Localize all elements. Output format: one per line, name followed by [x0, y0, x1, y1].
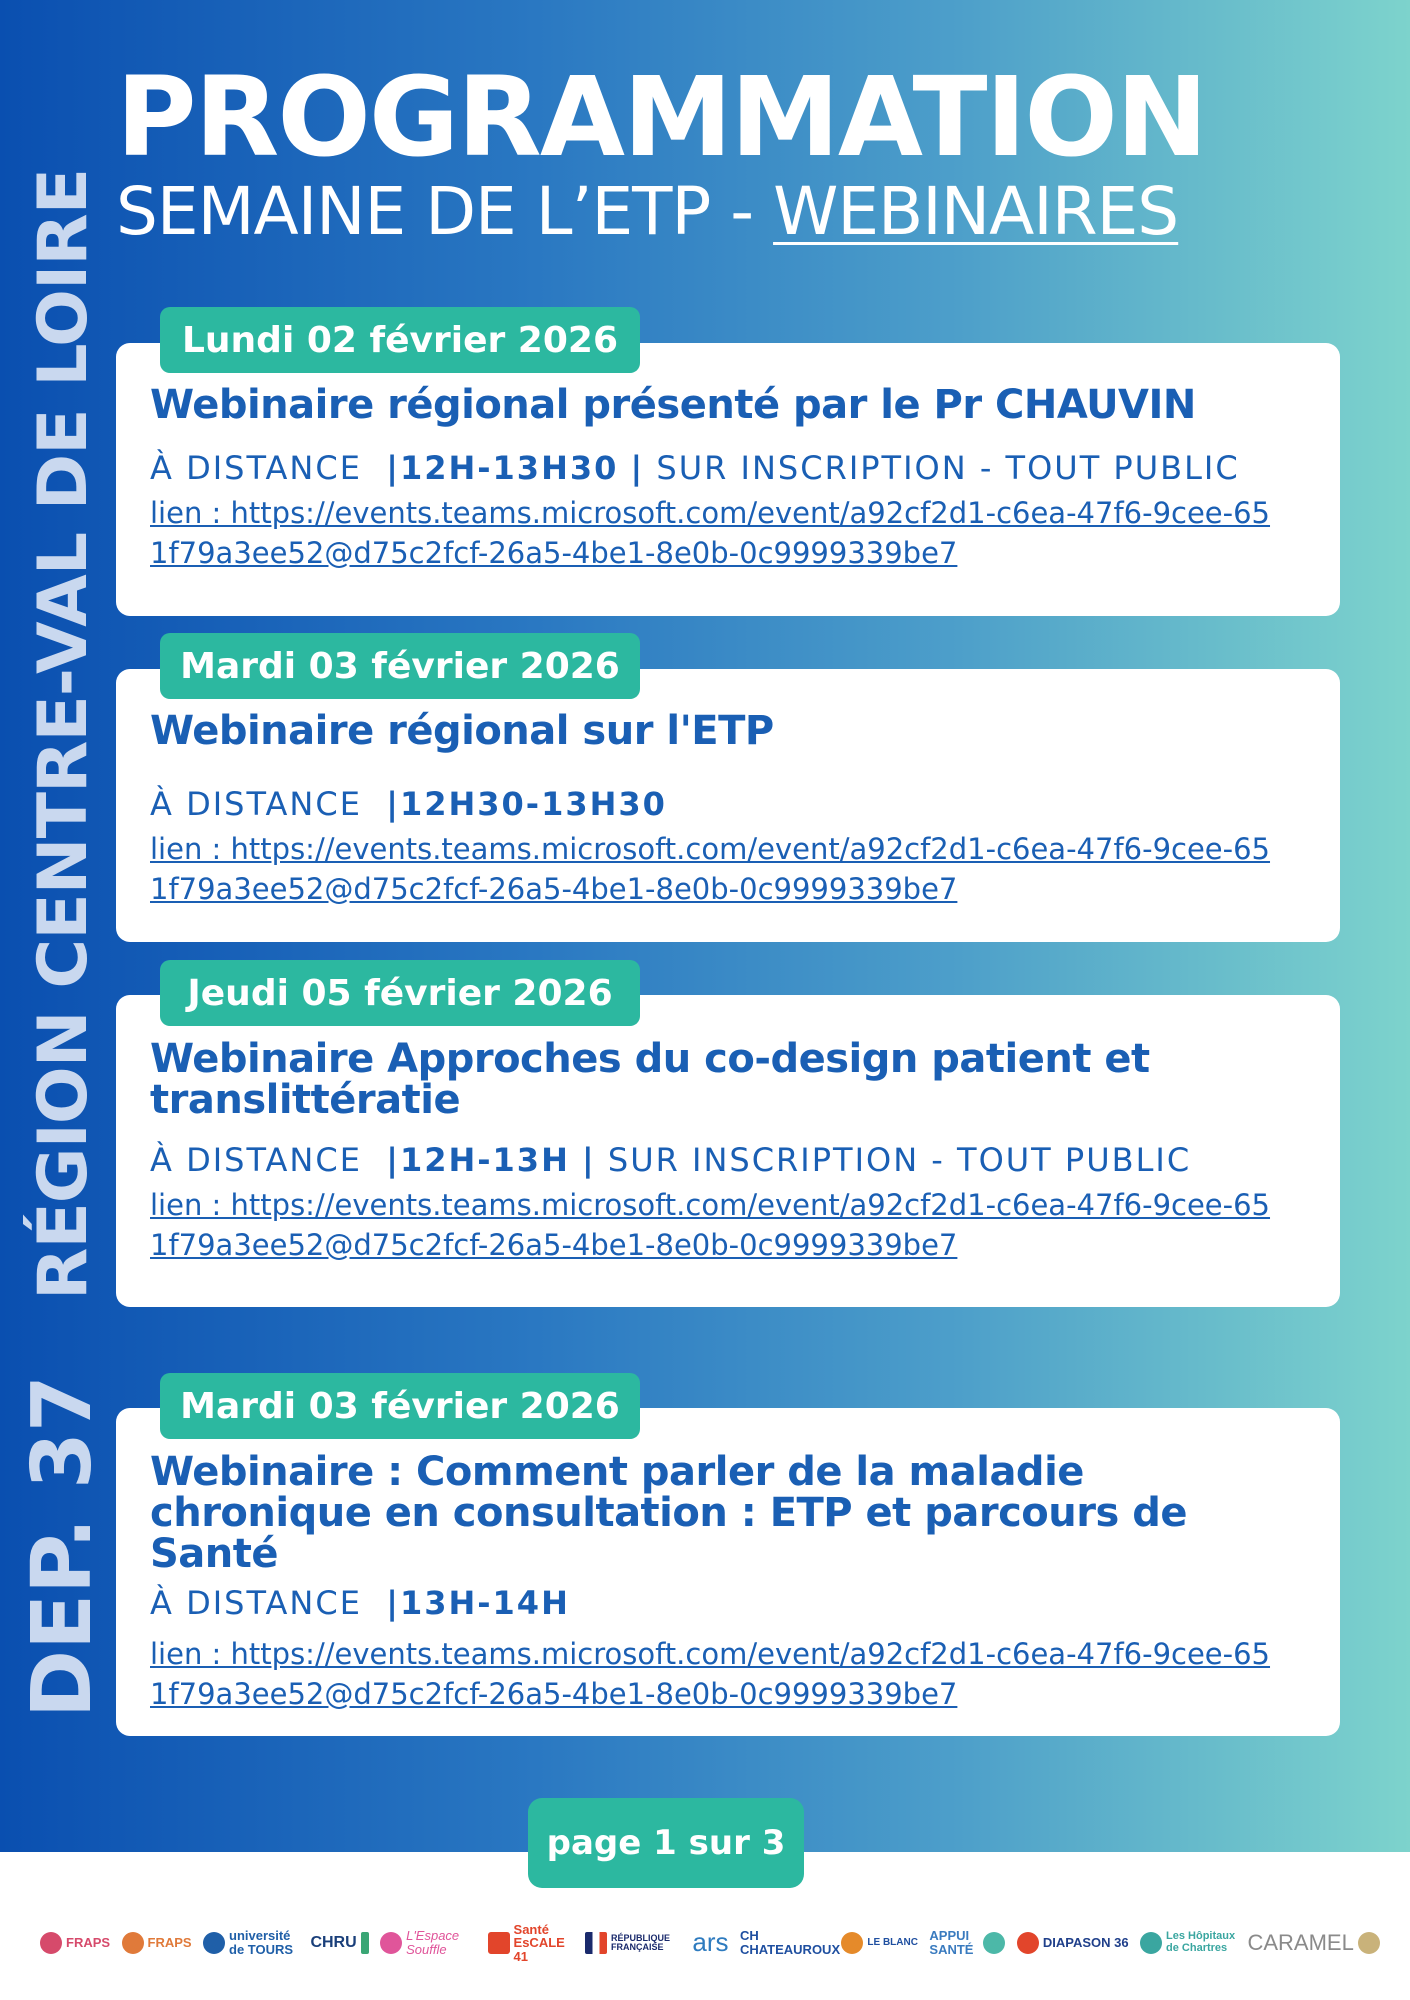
chru-logo: CHRU — [310, 1932, 368, 1954]
event-separator: | — [582, 1141, 596, 1179]
appui-sante-logo: APPUI SANTÉ — [929, 1929, 1005, 1956]
event-title: Webinaire régional présenté par le Pr CHAUVIN — [150, 382, 1196, 428]
event-mode: À DISTANCE — [150, 785, 362, 823]
ut-logo — [203, 1932, 225, 1954]
event-mode: À DISTANCE — [150, 1584, 362, 1622]
map-icon — [1358, 1932, 1380, 1954]
event-time: 12H-13H30 — [399, 449, 619, 487]
page-subtitle — [116, 173, 1179, 250]
event-title: Webinaire Approches du co-design patient et translittératie — [150, 1036, 1150, 1123]
event-separator: | — [630, 449, 645, 487]
chru-logo — [361, 1932, 369, 1954]
flower-icon — [380, 1932, 402, 1954]
event-link[interactable]: lien : https://events.teams.microsoft.com/event/a92cf2d1-c6ea-47f6-9cee-651f79a3ee52@d75c2fcf-26a5-4be1-8e0b-0c9999339be7 — [150, 832, 1271, 906]
sante-escale-logo: Santé EsCALE 41 — [488, 1923, 574, 1964]
event-access: SUR INSCRIPTION - TOUT PUBLIC — [656, 449, 1240, 487]
department-label: DEP. 37 — [15, 1375, 110, 1718]
petal-icon — [983, 1932, 1005, 1954]
event-card — [116, 1408, 1340, 1736]
event-time: 12H-13H — [399, 1141, 570, 1179]
event-card — [116, 995, 1340, 1307]
bird-icon — [841, 1932, 863, 1954]
event-date-tab: Mardi 03 février 2026 — [160, 1373, 640, 1439]
cross-icon — [488, 1932, 510, 1954]
fraps-logo: FRAPS — [122, 1932, 192, 1954]
event-access: SUR INSCRIPTION - TOUT PUBLIC — [607, 1141, 1192, 1179]
dots-icon — [1017, 1932, 1039, 1954]
ars-logo: ars — [692, 1927, 729, 1958]
event-title: Webinaire : Comment parler de la maladie chronique en consultation : ETP et parcours de Santé — [150, 1449, 1187, 1577]
le-blanc-logo: LE BLANC — [841, 1932, 918, 1954]
hope-logo — [1140, 1932, 1162, 1954]
page-title: PROGRAMMATION — [116, 53, 1207, 181]
event-card — [116, 669, 1340, 942]
people-icon — [40, 1932, 62, 1954]
event-title: Webinaire régional sur l'ETP — [150, 708, 774, 754]
event-date-tab: Mardi 03 février 2026 — [160, 633, 640, 699]
subtitle-main: SEMAINE DE L’ETP - — [116, 173, 774, 250]
universite-tours-logo: université de TOURS — [203, 1929, 299, 1956]
event-card — [116, 343, 1340, 616]
event-mode: À DISTANCE — [150, 449, 362, 487]
espace-souffle-logo: L'Espace Souffle — [380, 1929, 476, 1956]
event-time: 13H-14H — [399, 1584, 570, 1622]
diapason-logo: DIAPASON 36 — [1017, 1932, 1129, 1954]
event-date-tab: Jeudi 05 février 2026 — [160, 960, 640, 1026]
event-separator: | — [386, 1141, 400, 1179]
caramel-logo: CARAMEL — [1247, 1931, 1379, 1954]
event-date-tab: Lundi 02 février 2026 — [160, 307, 640, 373]
people-icon — [122, 1932, 144, 1954]
marianne-icon — [585, 1932, 607, 1954]
event-separator: | — [386, 785, 400, 823]
pagination-button[interactable]: page 1 sur 3 — [528, 1798, 804, 1888]
event-separator: | — [386, 449, 400, 487]
event-link[interactable]: lien : https://events.teams.microsoft.com/event/a92cf2d1-c6ea-47f6-9cee-651f79a3ee52@d75c2fcf-26a5-4be1-8e0b-0c9999339be7 — [150, 1637, 1271, 1711]
event-time: 12H30-13H30 — [399, 785, 667, 823]
partner-logos — [40, 1908, 1380, 1978]
fraps-logo: FRAPS — [40, 1932, 110, 1954]
event-link[interactable]: lien : https://events.teams.microsoft.com/event/a92cf2d1-c6ea-47f6-9cee-651f79a3ee52@d75c2fcf-26a5-4be1-8e0b-0c9999339be7 — [150, 1188, 1271, 1262]
republique-francaise-logo: RÉPUBLIQUE FRANÇAISE — [585, 1932, 681, 1954]
subtitle-webinaires: WEBINAIRES — [773, 173, 1179, 250]
event-mode: À DISTANCE — [150, 1141, 362, 1179]
event-meta — [150, 785, 667, 823]
event-link[interactable]: lien : https://events.teams.microsoft.com/event/a92cf2d1-c6ea-47f6-9cee-651f79a3ee52@d75c2fcf-26a5-4be1-8e0b-0c9999339be7 — [150, 496, 1271, 570]
event-meta — [150, 1584, 570, 1622]
event-meta — [150, 449, 1240, 487]
region-label: RÉGION CENTRE-VAL DE LOIRE — [24, 168, 103, 1300]
ch-chateauroux-logo: CH CHATEAUROUX — [739, 1928, 841, 1957]
event-separator: | — [386, 1584, 400, 1622]
event-meta — [150, 1141, 1191, 1179]
hopitaux-chartres-logo: Les Hôpitaux de Chartres — [1140, 1931, 1236, 1954]
